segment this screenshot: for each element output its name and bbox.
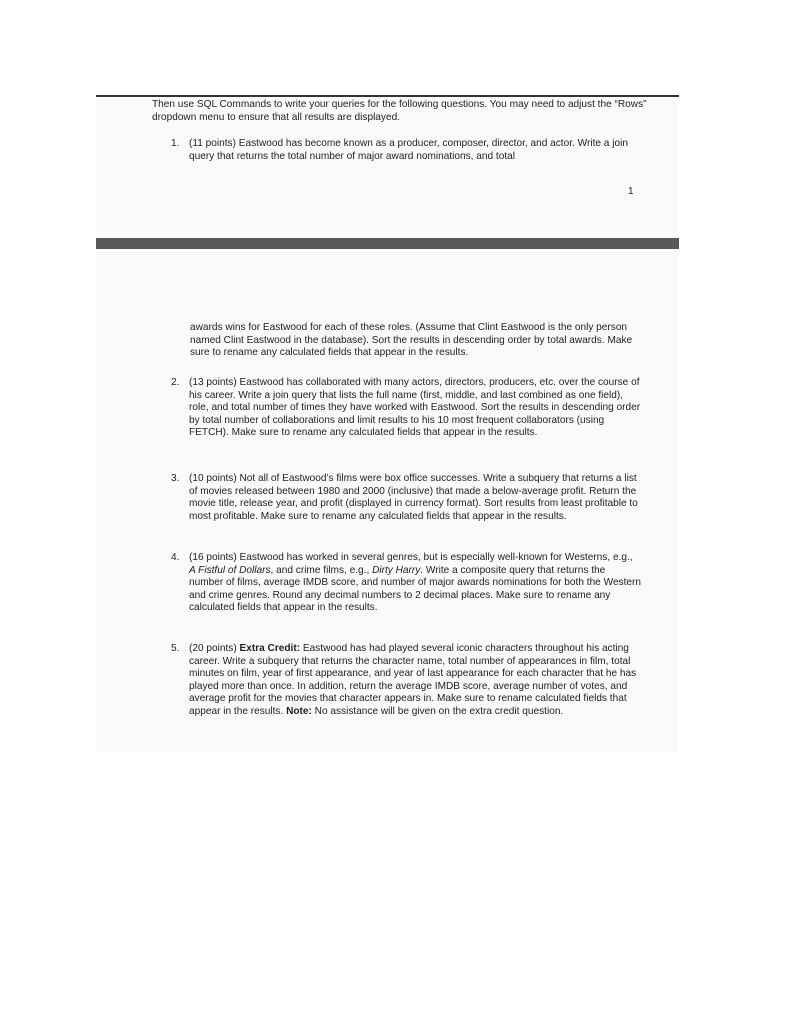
question-5-text: (20 points) Extra Credit: Eastwood has had played several iconic characters throughout his acting career. Write a subquery that returns the character name, total number of appearances in film, total minutes on film, year of first appearance, and year of last appearance for each character that he has played more than once. In addition, return the average IMDB score, average number of votes, and average profit for the movies that character appears in. Make sure to rename calculated fields that appear in the results. Note: No assistance will be given on the extra credit question. (189, 643, 637, 717)
movie-title-fistful: A Fistful of Dollars (189, 564, 271, 576)
question-1-text: (11 points) Eastwood has become known as a producer, composer, director, and actor. Write a join query that returns the total number of major award nominations, and total (189, 138, 628, 162)
note-label: Note: (286, 705, 312, 717)
question-1 (171, 138, 641, 163)
question-5 (171, 643, 641, 719)
question-1-continuation: awards wins for Eastwood for each of these roles. (Assume that Clint Eastwood is the only person named Clint Eastwood in the database). Sort the results in descending order by total awards. Make sure to rename any calculated fields that appear in the results. (190, 322, 633, 359)
intro-paragraph: Then use SQL Commands to write your queries for the following questions. You may need to adjust the “Rows” dropdown menu to ensure that all results are displayed. (152, 99, 647, 123)
page-separator (96, 238, 679, 249)
question-3 (171, 473, 641, 523)
question-3-number: 3. (171, 473, 180, 484)
question-3-text: (10 points) Not all of Eastwood’s films were box office successes. Write a subquery that returns a list of movies released between 1980 and 2000 (inclusive) that made a below-average profit. Return the movie title, release year, and profit (displayed in currency format). Sort results from least profitable to most profitable. Make sure to rename any calculated fields that appear in the results. (189, 473, 638, 522)
question-2-number: 2. (171, 377, 180, 388)
question-5-number: 5. (171, 643, 180, 654)
page-number: 1 (628, 186, 634, 197)
question-4-text: (16 points) Eastwood has worked in several genres, but is especially well-known for Westerns, e.g., A Fistful of Dollars, and crime films, e.g., Dirty Harry. Write a composite query that returns the number of films, average IMDB score, and number of major awards nominations for both the Western and crime genres. Round any decimal numbers to 2 decimal places. Make sure to rename any calculated fields that appear in the results. (189, 552, 641, 614)
question-1-number: 1. (171, 138, 180, 149)
extra-credit-label: Extra Credit: (239, 643, 301, 654)
question-4-number: 4. (171, 552, 180, 563)
question-2 (171, 377, 641, 440)
movie-title-dirty-harry: Dirty Harry (372, 564, 421, 576)
question-2-text: (13 points) Eastwood has collaborated with many actors, directors, producers, etc. over the course of his career. Write a join query that lists the full name (first, middle, and last combined as one field), role, and total number of times they have worked with Eastwood. Sort the results in descending order by total number of collaborations and limit results to his 10 most frequent collaborators (using FETCH). Make sure to rename any calculated fields that appear in the results. (189, 377, 641, 439)
question-4 (171, 552, 641, 615)
